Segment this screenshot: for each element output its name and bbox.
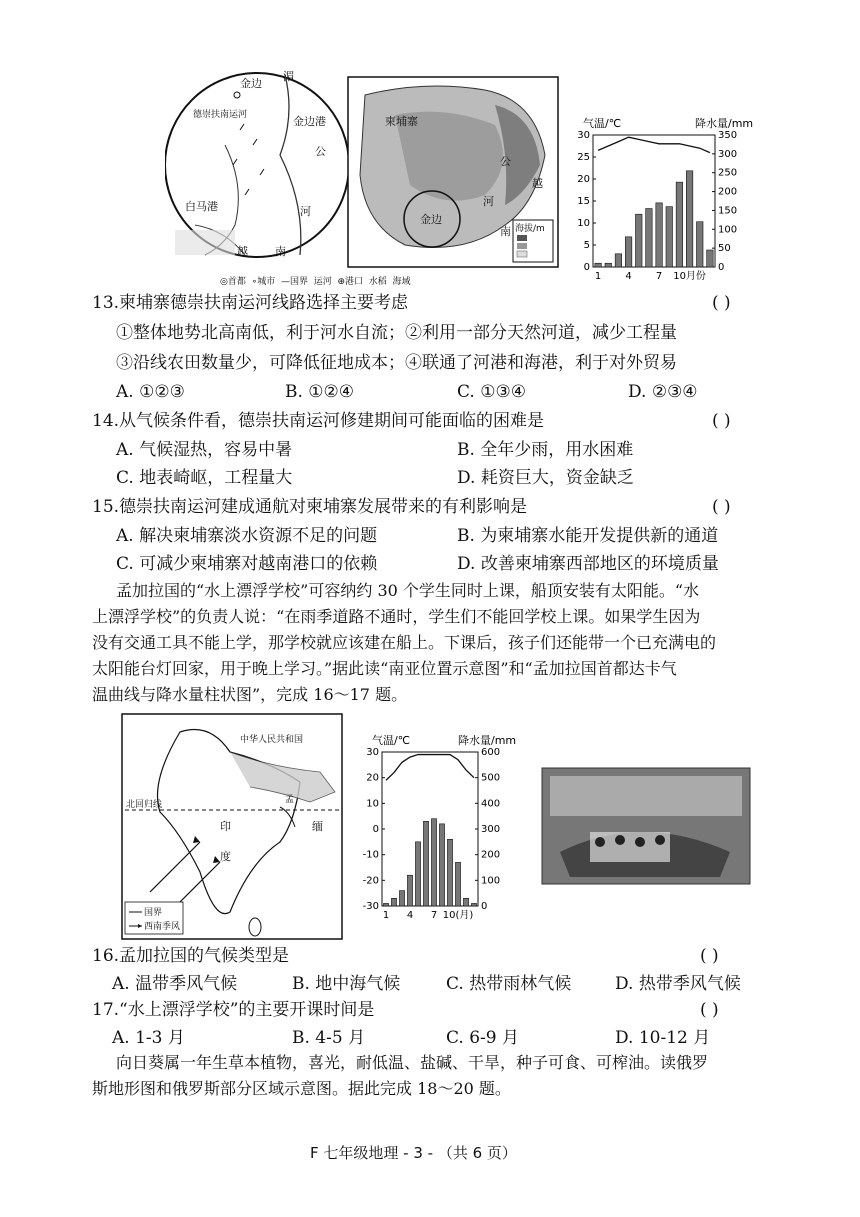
q14-option-c: C. 地表崎岖，工程量大 <box>116 468 293 488</box>
precip-bar <box>595 263 602 267</box>
precip-bar <box>439 824 444 906</box>
q14-option-a: A. 气候湿热，容易中暑 <box>116 440 293 460</box>
left-axis-title: 气温/℃ <box>583 117 622 130</box>
precip-bar <box>463 898 468 906</box>
precip-bar <box>625 237 632 267</box>
right-axis-title: 降水量/mm <box>458 734 517 747</box>
left-tick-label: 30 <box>577 130 590 141</box>
left-tick-label: 10 <box>577 218 590 229</box>
q15-stem: 15.德崇扶南运河建成通航对柬埔寨发展带来的有利影响是 <box>92 497 528 517</box>
x-tick-label: 4 <box>625 271 632 282</box>
precip-bar <box>686 171 693 267</box>
right-tick-label: 400 <box>481 798 501 810</box>
right-tick-label: 200 <box>481 849 501 861</box>
right-tick-label: 300 <box>481 824 501 835</box>
q16-stem: 16.孟加拉国的气候类型是 <box>92 946 290 966</box>
precip-bar <box>696 222 703 267</box>
right-tick-label: 0 <box>481 901 488 912</box>
q13-option-a: A. ①②③ <box>116 382 185 402</box>
x-tick-label: 1 <box>594 271 602 282</box>
q15-option-a: A. 解决柬埔寨淡水资源不足的问题 <box>116 526 378 546</box>
q17-option-b: B. 4-5 月 <box>292 1028 366 1048</box>
precip-bar <box>455 862 460 906</box>
x-tick-label: 10月份 <box>673 271 706 282</box>
precip-bar <box>646 209 653 267</box>
left-tick-label: -30 <box>362 901 379 912</box>
q13-bracket: ( ) <box>712 293 731 313</box>
precip-bar <box>635 214 642 267</box>
dhaka-climate-chart <box>363 733 516 921</box>
q13-option-b: B. ①②④ <box>285 382 355 402</box>
right-tick-label: 100 <box>481 875 501 887</box>
q17-option-d: D. 10-12 月 <box>615 1028 711 1048</box>
right-axis-title: 降水量/mm <box>695 117 754 130</box>
right-tick-label: 250 <box>718 167 738 179</box>
q13-statement-2: ③沿线农田数量少，可降低征地成本；④联通了河港和海港，利于对外贸易 <box>116 353 677 373</box>
right-tick-label: 600 <box>481 747 501 758</box>
right-tick-label: 50 <box>718 243 731 255</box>
svg-text:南: 南 <box>500 225 511 238</box>
precip-bar <box>391 898 396 906</box>
q13-statement-1: ①整体地势北高南低，利于河水自流；②利用一部分天然河道，减少工程量 <box>116 323 677 343</box>
right-tick-label: 350 <box>718 130 738 141</box>
precip-bar <box>399 891 404 906</box>
page-footer: F 七年级地理 - 3 - （共 6 页） <box>310 1144 517 1162</box>
left-tick-label: 30 <box>366 747 379 758</box>
passage-1: 孟加拉国的“水上漂浮学校”可容纳约 30 个学生同时上课，船顶安装有太阳能。“水 上漂浮学校”的负责人说：“在雨季道路不通时，学生们不能回学校上课。如果学生因为 没有交通工具不能上学，那学校就应该建在船上。下课后，孩子们还能带一个已充满电的 太阳能台灯回家，用于晚上学习。”据此读“南亚位置示意图”和“孟加拉国首都达卡气 温曲线与降水量柱状图”，完成 16～17 题。 <box>92 581 717 704</box>
left-tick-label: 5 <box>583 240 590 251</box>
svg-text:缅: 缅 <box>312 820 323 833</box>
map-label-china: 中华人民共和国 <box>240 735 304 745</box>
x-tick-label: 7 <box>655 271 663 282</box>
cambodia-climate-chart <box>577 116 753 282</box>
x-tick-label: 10(月) <box>442 910 474 921</box>
q15-option-d: D. 改善柬埔寨西部地区的环境质量 <box>457 554 719 574</box>
right-tick-label: 0 <box>718 262 725 273</box>
precip-bar <box>383 903 388 906</box>
top-figure <box>165 55 860 295</box>
q17-option-c: C. 6-9 月 <box>446 1028 519 1048</box>
top-legend: ◎首都 ∘城市 —国界 运河 ⊕港口 水稻 海域 <box>220 277 411 287</box>
q14-option-d: D. 耗资巨大，资金缺乏 <box>457 468 634 488</box>
temperature-line <box>598 137 710 152</box>
inset-circle-map <box>165 70 349 258</box>
passage-2: 向日葵属一年生草本植物，喜光，耐低温、盐碱、干旱，种子可食、可榨油。读俄罗 斯地形图和俄罗斯部分区域示意图。据此完成 18～20 题。 <box>92 1053 709 1098</box>
temperature-line <box>386 755 474 781</box>
south-asia-map <box>122 714 342 939</box>
svg-text:越: 越 <box>532 177 543 190</box>
precip-bar <box>707 250 714 267</box>
x-tick-label: 1 <box>382 910 390 921</box>
q15-option-b: B. 为柬埔寨水能开发提供新的通道 <box>457 526 719 546</box>
svg-text:南: 南 <box>275 245 286 258</box>
precip-bar <box>471 903 476 906</box>
right-tick-label: 150 <box>718 205 738 217</box>
precip-bar <box>431 819 436 906</box>
svg-text:西南季风: 西南季风 <box>144 922 181 932</box>
precip-bar <box>605 263 612 267</box>
precip-bar <box>447 839 452 906</box>
precip-bar <box>407 875 412 906</box>
q13-option-d: D. ②③④ <box>628 382 698 402</box>
precip-bar <box>666 207 673 267</box>
plot-frame <box>382 752 478 906</box>
svg-text:公: 公 <box>500 155 511 168</box>
left-tick-label: 20 <box>366 772 379 784</box>
right-tick-label: 500 <box>481 772 501 784</box>
svg-text:公: 公 <box>315 145 326 158</box>
svg-text:河: 河 <box>300 205 311 218</box>
left-tick-label: 0 <box>583 262 590 273</box>
svg-text:度: 度 <box>220 850 231 863</box>
svg-text:国界: 国界 <box>144 908 163 918</box>
x-tick-label: 4 <box>406 910 414 921</box>
map-country-label: 柬埔寨 <box>385 115 418 128</box>
svg-text:金边港: 金边港 <box>293 115 326 128</box>
q16-option-a: A. 温带季风气候 <box>112 974 238 994</box>
q14-stem: 14.从气候条件看，德崇扶南运河修建期间可能面临的困难是 <box>92 411 545 431</box>
floating-school-photo <box>542 768 750 884</box>
cambodia-map <box>348 77 558 267</box>
q16-option-d: D. 热带季风气候 <box>615 974 741 994</box>
precip-bar <box>415 842 420 906</box>
altitude-legend-title: 海拔/m <box>515 224 545 234</box>
q13-option-c: C. ①③④ <box>457 382 526 402</box>
q14-option-b: B. 全年少雨，用水困难 <box>457 440 634 460</box>
inset-canal-label: 德崇扶南运河 <box>193 110 248 120</box>
svg-text:印: 印 <box>220 820 231 833</box>
left-axis-title: 气温/℃ <box>372 734 411 747</box>
right-tick-label: 200 <box>718 186 738 198</box>
left-tick-label: -20 <box>362 875 379 887</box>
svg-text:孟: 孟 <box>285 795 295 805</box>
right-tick-label: 300 <box>718 148 738 160</box>
q15-option-c: C. 可减少柬埔寨对越南港口的依赖 <box>116 554 378 574</box>
q17-stem: 17.“水上漂浮学校”的主要开课时间是 <box>92 1000 375 1020</box>
q16-option-b: B. 地中海气候 <box>292 974 401 994</box>
left-tick-label: 10 <box>366 798 379 810</box>
precip-bar <box>676 182 683 267</box>
right-tick-label: 100 <box>718 224 738 236</box>
map-label-tropic: 北回归线 <box>126 800 163 810</box>
q13-stem: 13.柬埔寨德崇扶南运河线路选择主要考虑 <box>92 293 409 313</box>
precip-bar <box>423 821 428 906</box>
precip-bar <box>656 203 663 267</box>
left-tick-label: 0 <box>372 824 379 835</box>
x-tick-label: 7 <box>430 910 438 921</box>
inset-city-label: 金边 <box>240 77 262 90</box>
map-city-label: 金边 <box>420 213 442 226</box>
svg-text:河: 河 <box>483 195 494 208</box>
middle-figure <box>120 712 760 944</box>
q16-option-c: C. 热带雨林气候 <box>446 974 572 994</box>
left-tick-label: 20 <box>577 174 590 185</box>
svg-text:越: 越 <box>237 245 248 258</box>
left-tick-label: 15 <box>577 196 590 207</box>
left-tick-label: -10 <box>362 849 379 861</box>
left-tick-label: 25 <box>577 152 590 163</box>
svg-text:白马港: 白马港 <box>185 200 218 213</box>
precip-bar <box>615 254 622 267</box>
svg-text:湄: 湄 <box>283 70 294 83</box>
q17-option-a: A. 1-3 月 <box>112 1028 185 1048</box>
